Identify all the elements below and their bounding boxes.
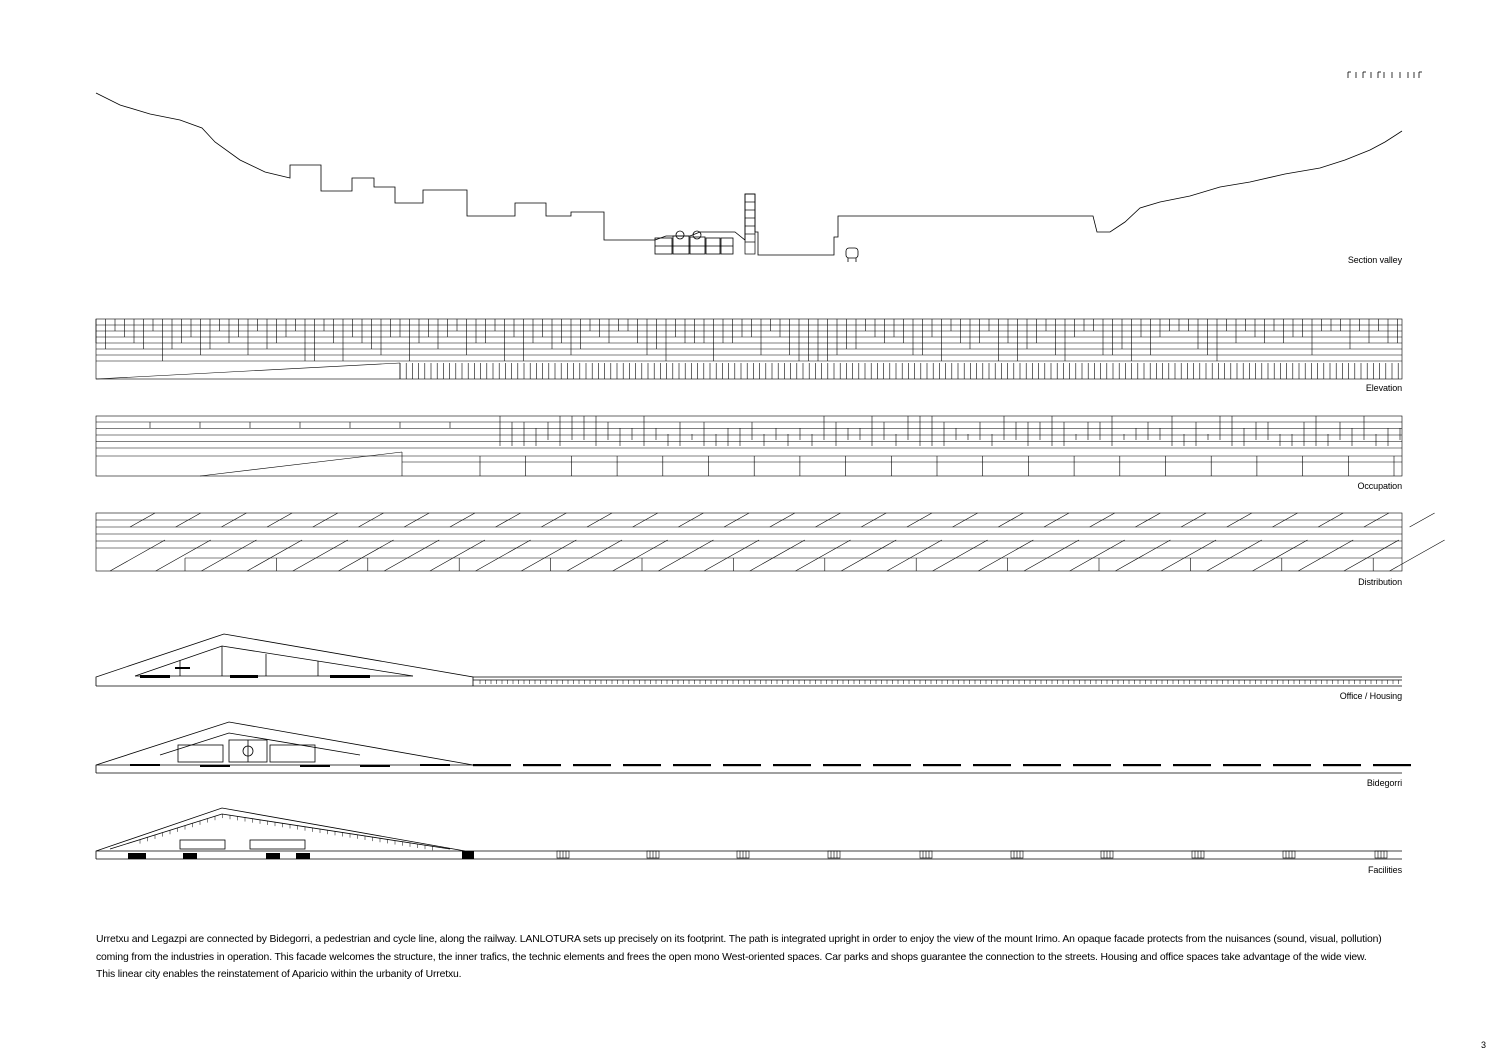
label-occupation: Occupation <box>1357 481 1402 491</box>
description-line-3: This linear city enables the reinstatement of Aparicio within the urbanity of Urretxu. <box>96 969 462 980</box>
label-bidegorri: Bidegorri <box>1366 778 1402 788</box>
label-facilities: Facilities <box>1367 865 1402 875</box>
label-elevation: Elevation <box>1365 383 1402 393</box>
description-line-1: Urretxu and Legazpi are connected by Bidegorri, a pedestrian and cycle line, along the railway. LANLOTURA sets up precisely on its footprint. The path is integrated upright in order to enjoy the view of the mount Irimo. An opaque facade protects from the nuisances (sound, visual, pollution) <box>96 934 1382 945</box>
page-number: 3 <box>1481 1040 1487 1050</box>
label-distribution: Distribution <box>1358 577 1402 587</box>
label-section-valley: Section valley <box>1347 255 1402 265</box>
project-description <box>96 931 1406 984</box>
description-line-2: coming from the industries in operation. This facade welcomes the structure, the inner trafics, the technic elements and frees the open mono West-oriented spaces. Car parks and shops guarantee the connection to the streets. Housing and office spaces take advantage of the wide view. <box>96 951 1367 963</box>
label-office-housing: Office / Housing <box>1339 691 1402 701</box>
